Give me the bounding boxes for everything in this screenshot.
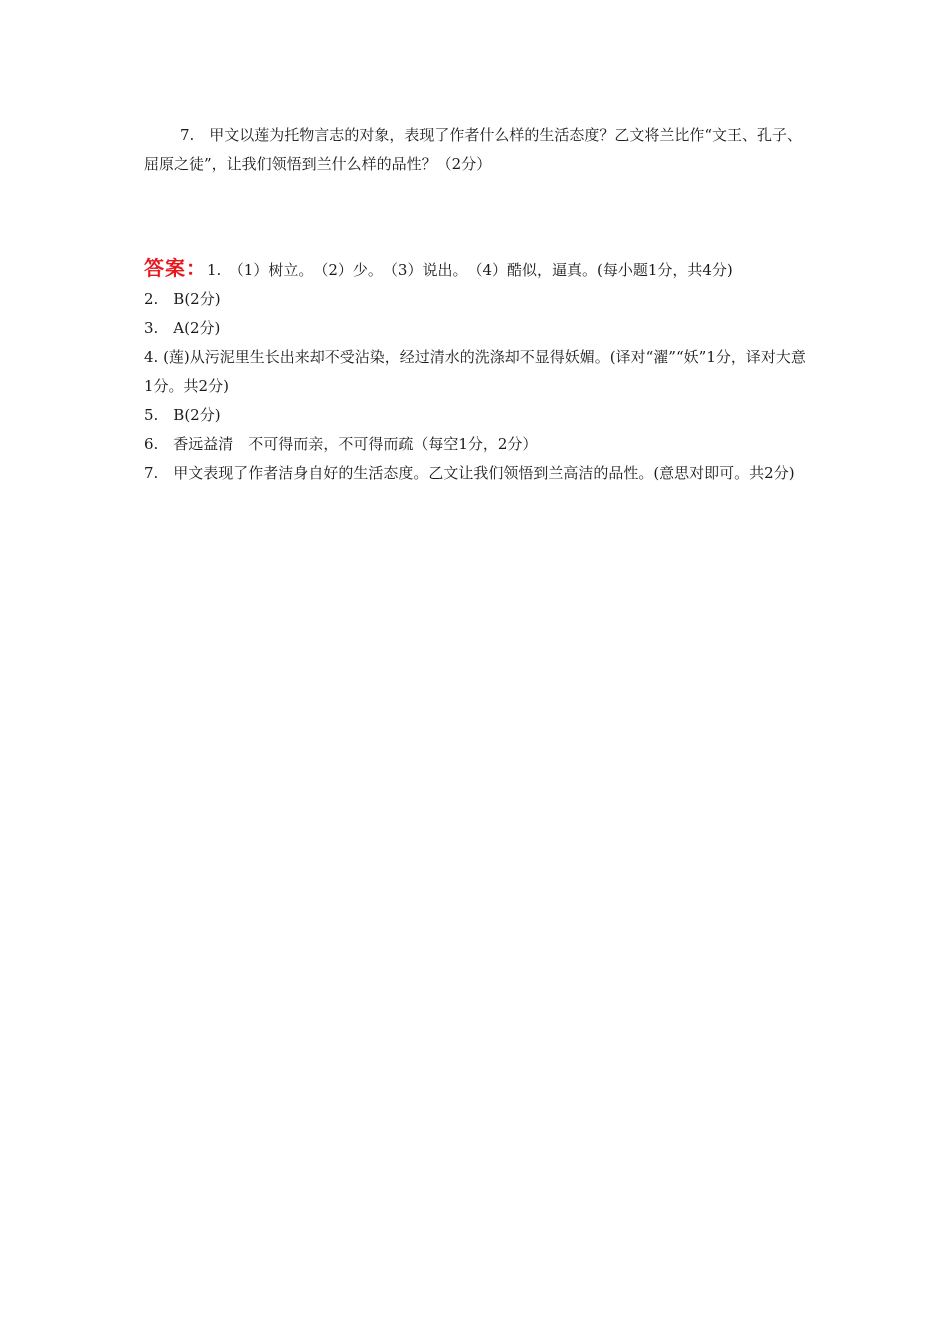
answer-label: 答案： [144,256,207,280]
answer-item-1: 1. （1）树立。 （2）少。 （3）说出。 （4）酷似，逼真。(每小题1分，共4分) [207,261,733,279]
answer-item-4: 4. (莲)从污泥里生长出来却不受沾染，经过清水的洗涤却不显得妖媚。(译对“濯”“妖”1分，译对大意1分。共2分) [144,348,806,395]
answer-item-6: 6. 香远益清 不可得而亲，不可得而疏（每空1分，2分） [144,435,538,453]
answer-item-5: 5. B(2分) [144,406,221,424]
answer-line-1 [144,254,814,285]
question-7: 7. 甲文以莲为托物言志的对象，表现了作者什么样的生活态度？乙文将兰比作“文王、孔子、屈原之徒”，让我们领悟到兰什么样的品性？（2分） [144,126,802,173]
answer-section [144,254,814,488]
answer-item-7: 7. 甲文表现了作者洁身自好的生活态度。乙文让我们领悟到兰高洁的品性。(意思对即可。共2分) [144,464,795,482]
answer-item-2: 2. B(2分) [144,290,221,308]
answer-item-3: 3. A(2分) [144,319,221,337]
